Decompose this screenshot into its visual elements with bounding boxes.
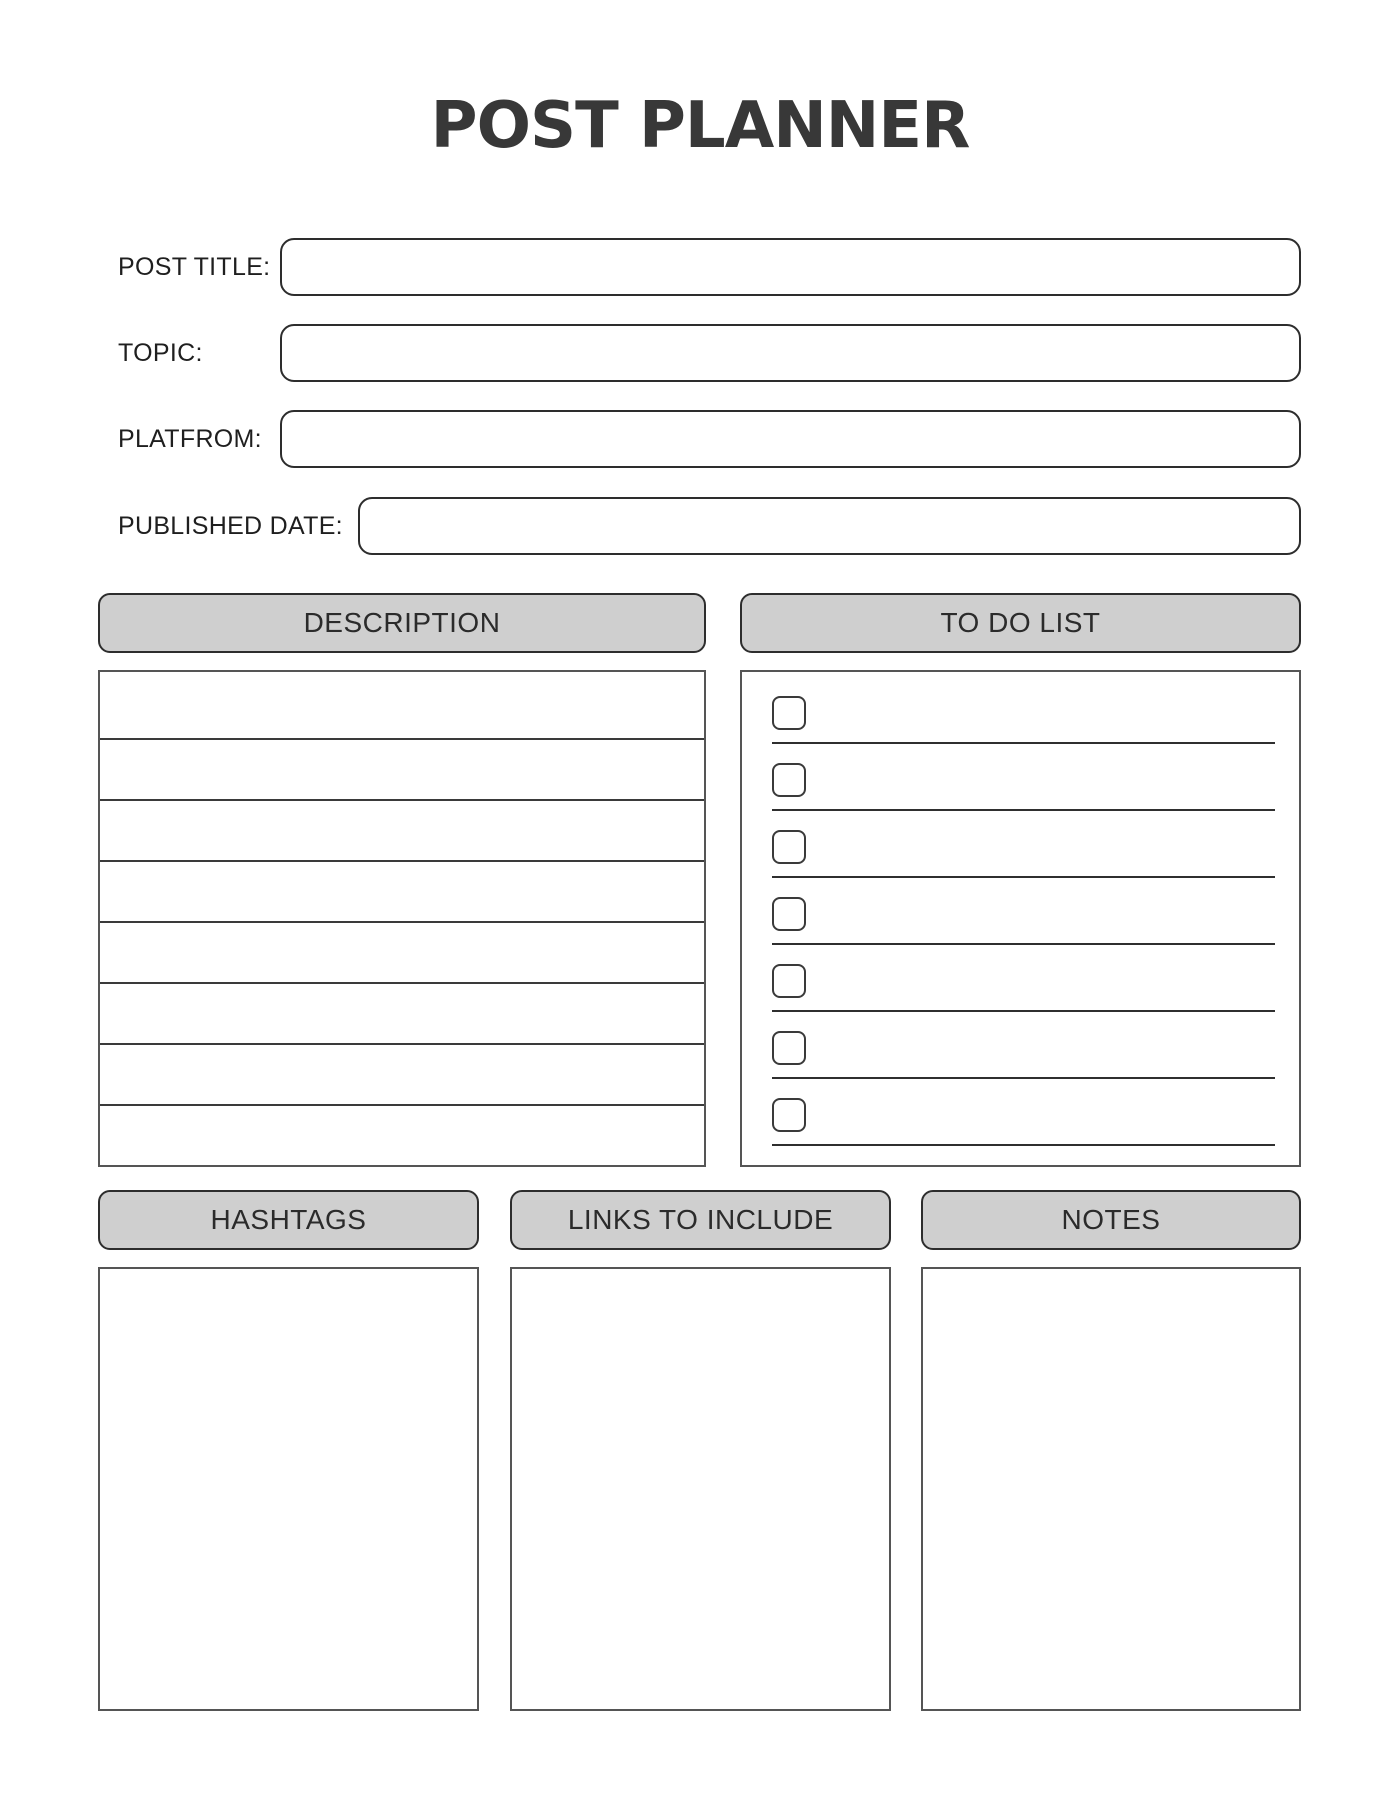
links-header: LINKS TO INCLUDE <box>510 1190 891 1250</box>
todo-line[interactable] <box>772 943 1275 945</box>
platform-label: PLATFROM: <box>118 425 262 453</box>
description-line <box>100 1043 704 1045</box>
todo-item <box>772 897 1275 945</box>
todo-line[interactable] <box>772 876 1275 878</box>
todo-line[interactable] <box>772 809 1275 811</box>
hashtags-panel[interactable] <box>98 1267 479 1711</box>
todo-item <box>772 763 1275 811</box>
links-panel[interactable] <box>510 1267 891 1711</box>
platform-field[interactable] <box>280 410 1301 468</box>
todo-panel <box>740 670 1301 1167</box>
description-line <box>100 921 704 923</box>
published-date-field[interactable] <box>358 497 1301 555</box>
page-title: POST PLANNER <box>430 89 970 163</box>
description-panel[interactable] <box>98 670 706 1167</box>
checkbox[interactable] <box>772 696 806 730</box>
todo-line[interactable] <box>772 1010 1275 1012</box>
todo-item <box>772 964 1275 1012</box>
checkbox[interactable] <box>772 830 806 864</box>
checkbox[interactable] <box>772 1098 806 1132</box>
todo-header: TO DO LIST <box>740 593 1301 653</box>
notes-header: NOTES <box>921 1190 1301 1250</box>
checkbox[interactable] <box>772 1031 806 1065</box>
description-line <box>100 738 704 740</box>
topic-field[interactable] <box>280 324 1301 382</box>
checkbox[interactable] <box>772 763 806 797</box>
todo-line[interactable] <box>772 1077 1275 1079</box>
published-date-label: PUBLISHED DATE: <box>118 512 343 540</box>
hashtags-header: HASHTAGS <box>98 1190 479 1250</box>
description-line <box>100 982 704 984</box>
todo-item <box>772 1031 1275 1079</box>
checkbox[interactable] <box>772 964 806 998</box>
todo-item <box>772 696 1275 744</box>
post-title-field[interactable] <box>280 238 1301 296</box>
post-title-label: POST TITLE: <box>118 253 271 281</box>
description-line <box>100 799 704 801</box>
todo-line[interactable] <box>772 742 1275 744</box>
description-line <box>100 1104 704 1106</box>
todo-line[interactable] <box>772 1144 1275 1146</box>
checkbox[interactable] <box>772 897 806 931</box>
notes-panel[interactable] <box>921 1267 1301 1711</box>
todo-item <box>772 830 1275 878</box>
description-line <box>100 860 704 862</box>
description-header: DESCRIPTION <box>98 593 706 653</box>
todo-item <box>772 1098 1275 1146</box>
topic-label: TOPIC: <box>118 339 203 367</box>
